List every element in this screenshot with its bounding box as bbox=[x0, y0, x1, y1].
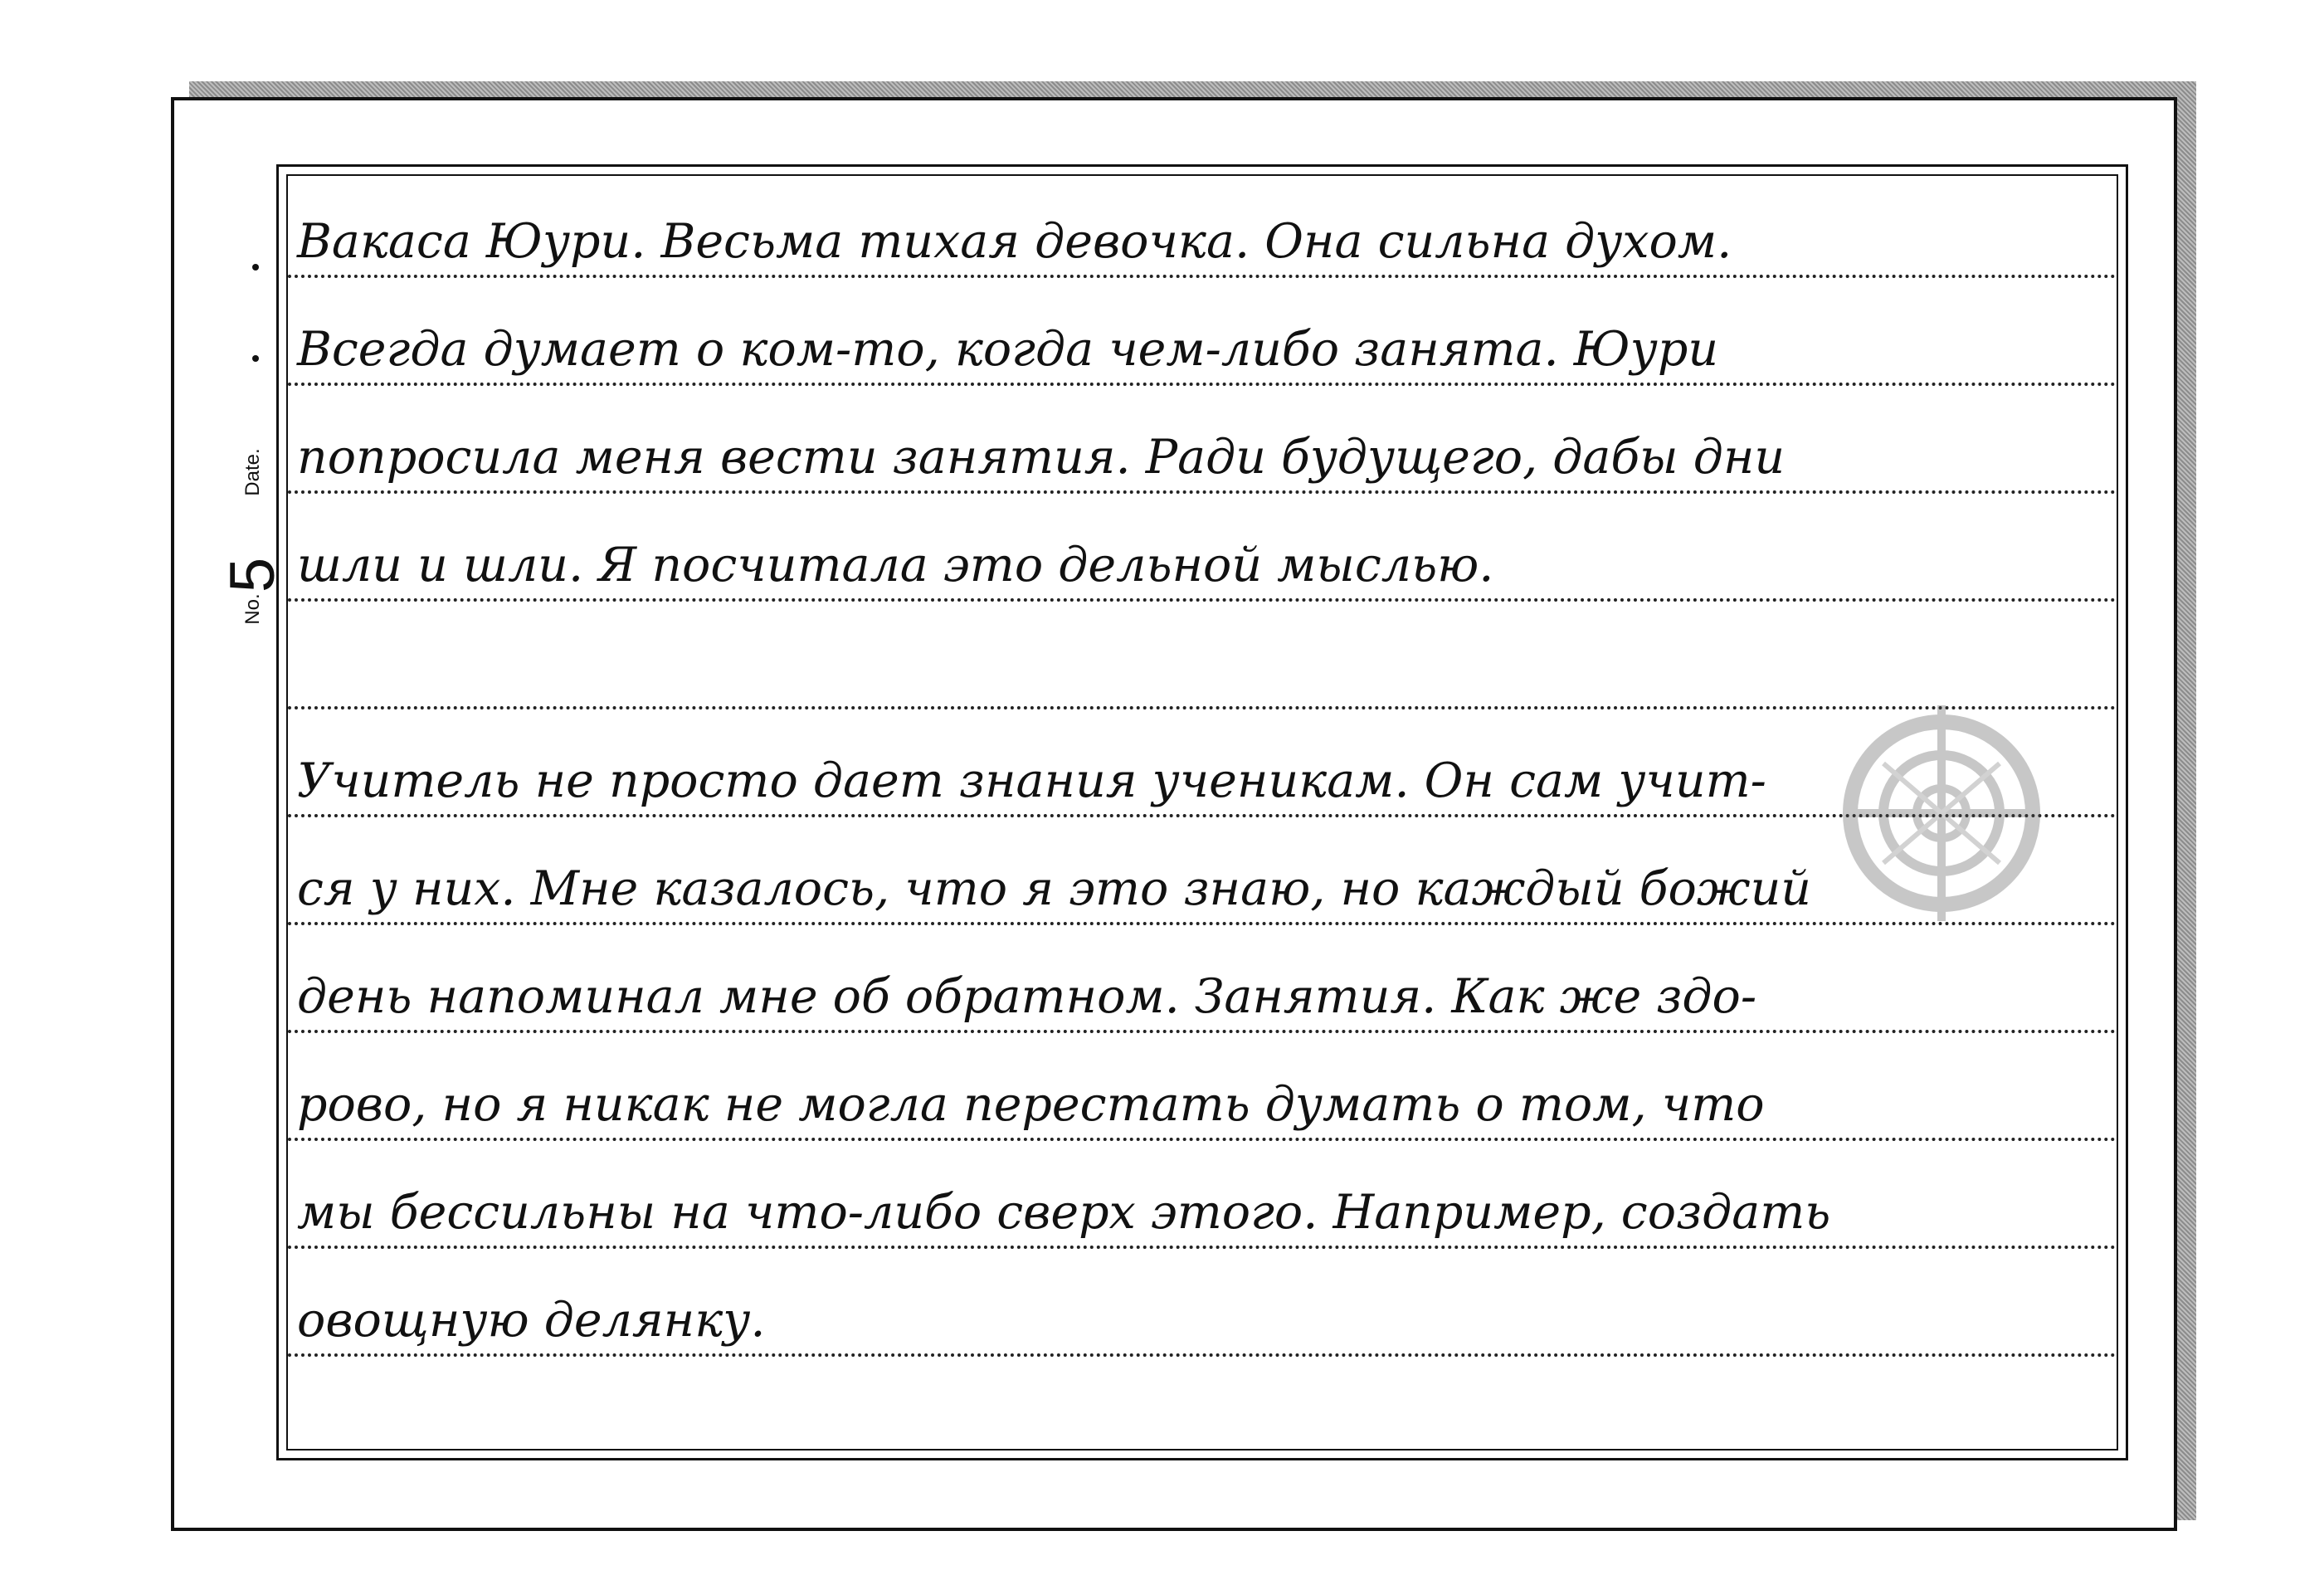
text-line-2: Всегда думает о ком-то, когда чем-либо занята. Юури bbox=[297, 322, 1719, 377]
text-line-1: Вакаса Юури. Весьма тихая девочка. Она сильна духом. bbox=[297, 214, 1732, 269]
text-line-8: день напоминал мне об обратном. Занятия. Как же здо- bbox=[297, 969, 1757, 1024]
ruled-line bbox=[288, 598, 2117, 602]
text-line-7: ся у них. Мне казалось, что я это знаю, но каждый божий bbox=[297, 861, 1812, 916]
page-margin bbox=[212, 166, 286, 1494]
text-line-9: рово, но я никак не могла перестать думать о том, что bbox=[297, 1077, 1765, 1132]
ruled-line bbox=[288, 490, 2117, 494]
margin-dot bbox=[252, 264, 259, 271]
date-label: Date. bbox=[241, 448, 264, 496]
ruled-line bbox=[288, 383, 2117, 386]
ruled-line bbox=[288, 1138, 2117, 1141]
text-line-3: попросила меня вести занятия. Ради будущего, дабы дни bbox=[297, 430, 1786, 485]
text-line-4: шли и шли. Я посчитала это дельной мыслью. bbox=[297, 538, 1494, 592]
ruled-line bbox=[288, 1246, 2117, 1249]
number-label: No. bbox=[241, 593, 264, 625]
page-number: 5 bbox=[217, 557, 288, 593]
ruled-line bbox=[288, 275, 2117, 278]
margin-dot bbox=[252, 355, 259, 362]
text-line-10: мы бессильны на что-либо сверх этого. Например, создать bbox=[297, 1185, 1831, 1240]
emblem-watermark-icon bbox=[1834, 689, 2049, 938]
ruled-line bbox=[288, 1030, 2117, 1033]
text-line-11: овощную делянку. bbox=[297, 1293, 766, 1348]
ruled-line bbox=[288, 1353, 2117, 1357]
text-line-6: Учитель не просто дает знания ученикам. Он сам учит- bbox=[297, 753, 1766, 808]
